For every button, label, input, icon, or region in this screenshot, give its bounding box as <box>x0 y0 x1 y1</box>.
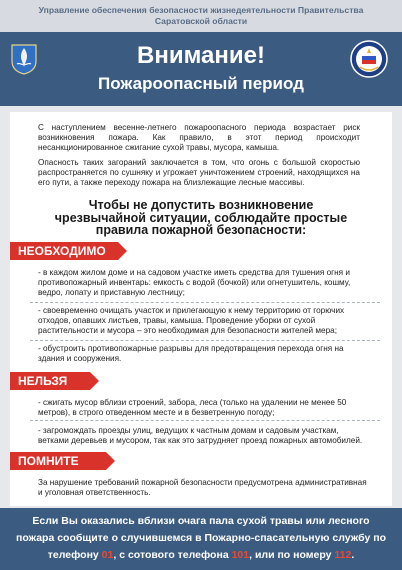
intro-paragraph-2: Опасность таких загораний заключается в том, что огонь с большой скоростью распространяется по сушняку и угрожает уничтожением строений, находящихся на его пути, а также переходу пожара на близлежащие лесные массивы. <box>38 158 360 187</box>
rules-heading-line-1: Чтобы не допустить возникновение <box>88 198 314 212</box>
footer-text: , или по номеру <box>249 549 335 561</box>
footer-call-to-action <box>0 508 402 570</box>
mobile-phone-number: 101 <box>231 549 250 561</box>
necessary-item-1: - в каждом жилом доме и на садовом участке иметь средства для тушения огня и противопожарный инвентарь: емкость с водой (бочкой) или огнетушитель, кошму, ведро, лопату и приставную лестницу; <box>38 268 351 297</box>
necessary-banner: НЕОБХОДИМО <box>10 242 118 260</box>
divider <box>30 340 380 341</box>
footer-line-3 <box>0 547 402 564</box>
footer-text: , с сотового телефона <box>113 549 232 561</box>
rules-heading-line-2: чрезвычайной ситуации, соблюдайте простые <box>54 210 348 225</box>
page-title: Внимание! <box>137 42 265 69</box>
org-name-line-2: Саратовской области <box>154 16 248 26</box>
forbidden-banner: НЕЛЬЗЯ <box>10 372 90 390</box>
divider <box>30 302 380 303</box>
necessary-item-3: - обустроить противопожарные разрывы для предотвращения перехода огня на здания и сооружения. <box>38 344 344 363</box>
header <box>0 32 402 106</box>
footer-line-1: Если Вы оказались вблизи очага пала сухой травы или лесного <box>32 515 370 527</box>
emergency-phone-number: 112 <box>334 549 352 561</box>
rules-heading-line-3: правила пожарной безопасности: <box>95 223 307 237</box>
forbidden-item-1: - сжигать мусор вблизи строений, забора, леса (только на удалении не менее 50 метров), в строго отведенном месте и в безветренную погоду; <box>38 398 347 417</box>
remember-banner: ПОМНИТЕ <box>10 452 106 470</box>
forbidden-item-2: - загромождать проезды улиц, ведущих к частным домам и садовым участкам, ветками деревьев и мусором, так как это затрудняет проезд пожарных автомобилей. <box>38 426 363 445</box>
rules-heading <box>0 199 402 237</box>
necessary-item-2: - своевременно очищать участок и прилегающую к нему территорию от горючих отходов, опавших листьев, травы, камыша. Проведение уборки от сухой растительности и мусора – это необходимая для безопасности жителей мера; <box>38 306 345 335</box>
footer-text: . <box>351 549 355 561</box>
page-subtitle: Пожароопасный период <box>98 74 304 93</box>
remember-item-1: За нарушение требований пожарной безопасности предусмотрена административная и уголовная ответственность. <box>38 478 367 497</box>
divider <box>30 420 380 421</box>
intro-paragraph-1: С наступлением весенне-летнего пожароопасного периода возрастает риск возникновения пожара. Как правило, в этот период происходит несанкционированное сжигание сухой травы, мусора, камыша. <box>38 123 360 152</box>
fire-phone-number: 01 <box>101 549 114 561</box>
org-name-line-1: Управление обеспечения безопасности жизнедеятельности Правительства <box>38 5 364 15</box>
mchs-emblem-icon <box>350 40 388 78</box>
footer-line-2: пожара сообщите о случившемся в Пожарно-спасательную службу по <box>16 532 386 544</box>
footer-text: телефону <box>47 549 102 561</box>
org-banner <box>0 0 402 32</box>
